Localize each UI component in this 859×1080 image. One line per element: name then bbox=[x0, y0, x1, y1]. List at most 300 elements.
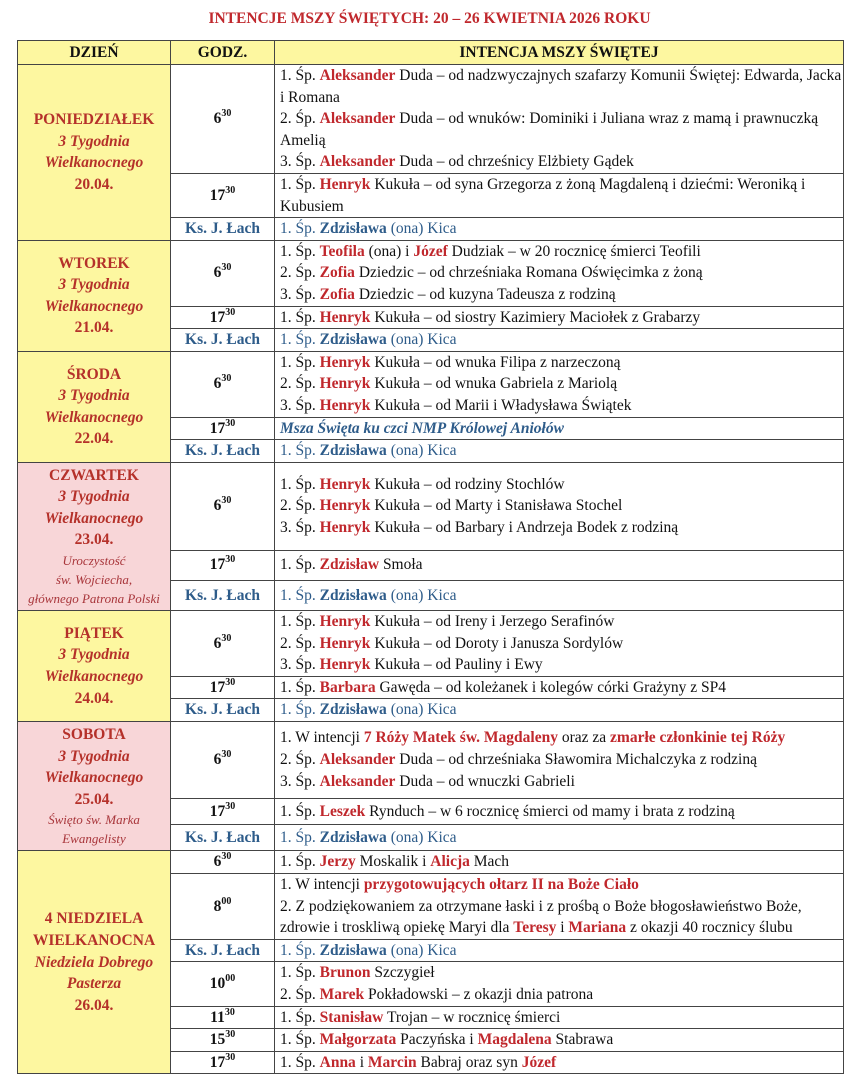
intention-cell bbox=[275, 962, 844, 1006]
time-hour: 10 bbox=[209, 975, 226, 993]
priest-cell: Ks. J. Łach bbox=[171, 825, 275, 851]
highlighted-name: Aleksander bbox=[319, 772, 396, 790]
intention-text: 3. Śp. bbox=[280, 153, 320, 171]
intention-text: 1. Śp. bbox=[280, 613, 320, 631]
intention-line bbox=[280, 151, 843, 173]
intention-cell bbox=[275, 462, 844, 550]
highlighted-name: 1. Śp. bbox=[280, 220, 320, 238]
highlighted-name: Barbara bbox=[319, 678, 376, 696]
highlighted-name: 7 Róży Matek św. Magdaleny bbox=[363, 729, 558, 747]
time-hour: 6 bbox=[213, 110, 222, 128]
highlighted-name: Zdzisława bbox=[319, 331, 387, 349]
highlighted-name: (ona) Kica bbox=[386, 220, 457, 238]
intention-text: 1. Śp. bbox=[280, 353, 320, 371]
time-hour: 17 bbox=[209, 678, 226, 696]
intention-text: Duda – od chrześniaka Sławomira Michalczyka z rodziną bbox=[395, 751, 757, 769]
liturgical-week: Wielkanocnego bbox=[44, 297, 144, 315]
highlighted-name: (ona) Kica bbox=[386, 701, 457, 719]
highlighted-name: Marek bbox=[319, 985, 365, 1003]
day-cell bbox=[18, 851, 171, 1074]
liturgical-week: 3 Tygodnia bbox=[58, 646, 130, 664]
intention-line bbox=[280, 1052, 843, 1074]
day-date: 24.04. bbox=[74, 689, 114, 707]
intention-cell bbox=[275, 440, 844, 463]
intention-cell bbox=[275, 65, 844, 174]
day-cell bbox=[18, 611, 171, 722]
highlighted-name: Henryk bbox=[319, 475, 371, 493]
day-cell bbox=[18, 462, 171, 610]
time-minute: 30 bbox=[225, 1051, 236, 1063]
time-cell bbox=[171, 962, 275, 1006]
highlighted-name: Henryk bbox=[319, 308, 371, 326]
time-cell bbox=[171, 1006, 275, 1029]
intention-text: 2. Śp. bbox=[280, 375, 320, 393]
intention-cell bbox=[275, 939, 844, 962]
highlighted-name: Zdzisława bbox=[319, 586, 387, 604]
intention-cell bbox=[275, 173, 844, 217]
intention-line bbox=[280, 611, 843, 633]
day-name: ŚRODA bbox=[66, 365, 122, 383]
intention-text: Dziedzic – od kuzyna Tadeusza z rodziną bbox=[354, 285, 616, 303]
day-name: PONIEDZIAŁEK bbox=[33, 111, 155, 129]
highlighted-name: Msza Święta ku czci NMP Królowej Aniołów bbox=[280, 419, 564, 437]
intention-line bbox=[280, 474, 843, 496]
liturgical-week: Wielkanocnego bbox=[44, 769, 144, 787]
intention-text: Szczygieł bbox=[370, 964, 435, 982]
intention-line bbox=[280, 329, 843, 351]
liturgical-week: 3 Tygodnia bbox=[58, 276, 130, 294]
intention-line bbox=[280, 218, 843, 240]
time-minute: 30 bbox=[225, 306, 236, 318]
time-hour: 17 bbox=[209, 308, 226, 326]
intention-text: Pokładowski – z okazji dnia patrona bbox=[364, 985, 594, 1003]
intention-text: Kukuła – od Marty i Stanisława Stochel bbox=[370, 497, 623, 515]
day-cell bbox=[18, 240, 171, 351]
time-minute: 30 bbox=[225, 184, 236, 196]
priest-cell: Ks. J. Łach bbox=[171, 580, 275, 610]
highlighted-name: Teofila bbox=[319, 242, 365, 260]
intention-cell bbox=[275, 417, 844, 440]
intention-text: Dudziak – w 20 rocznicę śmierci Teofili bbox=[447, 242, 701, 260]
intention-line bbox=[280, 699, 843, 721]
intention-text: oraz za bbox=[557, 729, 611, 747]
highlighted-name: Zdzisława bbox=[319, 828, 387, 846]
intention-text: z okazji 40 rocznicy ślubu bbox=[626, 919, 793, 937]
intention-text: 1. Śp. bbox=[280, 175, 320, 193]
highlighted-name: Anna bbox=[319, 1053, 356, 1071]
header-intention: INTENCJA MSZY ŚWIĘTEJ bbox=[275, 41, 844, 65]
header-day: DZIEŃ bbox=[18, 41, 171, 65]
intention-text: Duda – od wnuczki Gabrieli bbox=[395, 772, 575, 790]
highlighted-name: Henryk bbox=[319, 656, 371, 674]
intention-text: 1. W intencji bbox=[280, 876, 364, 893]
priest-cell: Ks. J. Łach bbox=[171, 329, 275, 352]
time-cell bbox=[171, 351, 275, 417]
intention-text: 1. Śp. bbox=[280, 1008, 320, 1026]
liturgical-week: Pasterza bbox=[66, 975, 122, 993]
table-row bbox=[18, 611, 844, 677]
intention-text: Gawęda – od koleżanek i kolegów córki Grażyny z SP4 bbox=[375, 678, 726, 696]
intention-cell bbox=[275, 825, 844, 851]
intention-line bbox=[280, 440, 843, 462]
intention-text: Paczyńska i bbox=[396, 1031, 478, 1049]
intention-text: 1. Śp. bbox=[280, 242, 320, 260]
intention-text: Kukuła – od Barbary i Andrzeja Bodek z rodziną bbox=[370, 518, 679, 536]
time-hour: 8 bbox=[213, 897, 222, 915]
intention-line bbox=[280, 1007, 843, 1029]
intention-line bbox=[280, 827, 843, 849]
priest-cell: Ks. J. Łach bbox=[171, 218, 275, 241]
intention-cell bbox=[275, 351, 844, 417]
intention-cell bbox=[275, 874, 844, 940]
intention-text: Babraj oraz syn bbox=[416, 1053, 522, 1071]
priest-cell: Ks. J. Łach bbox=[171, 699, 275, 722]
mass-intentions-table bbox=[17, 40, 844, 1074]
intention-text: Duda – od wnuków: Dominiki i Juliana wraz z mamą i prawnuczką Amelią bbox=[280, 110, 819, 149]
intention-cell bbox=[275, 306, 844, 329]
highlighted-name: Aleksander bbox=[319, 67, 396, 84]
highlighted-name: Henryk bbox=[319, 634, 371, 652]
highlighted-name: 1. Śp. bbox=[280, 331, 320, 349]
intention-text: Duda – od chrześnicy Elżbiety Gądek bbox=[395, 153, 634, 171]
highlighted-name: Jerzy bbox=[319, 853, 356, 871]
intention-line bbox=[280, 307, 843, 329]
intention-line bbox=[280, 517, 843, 539]
time-minute: 30 bbox=[221, 373, 232, 385]
intention-text: Kukuła – od wnuka Gabriela z Mariolą bbox=[370, 375, 618, 393]
time-hour: 6 bbox=[213, 751, 222, 769]
highlighted-name: (ona) Kica bbox=[386, 941, 457, 959]
intention-line bbox=[280, 962, 843, 984]
intention-text: Stabrawa bbox=[551, 1031, 614, 1049]
intention-text: 2. Śp. bbox=[280, 110, 320, 128]
intention-text: Kukuła – od Doroty i Janusza Sordylów bbox=[370, 634, 624, 652]
day-name: CZWARTEK bbox=[49, 466, 139, 484]
time-hour: 6 bbox=[213, 264, 222, 282]
intention-cell bbox=[275, 676, 844, 699]
intention-line bbox=[280, 352, 843, 374]
intention-cell bbox=[275, 1051, 844, 1074]
time-minute: 00 bbox=[221, 895, 232, 907]
highlighted-name: Henryk bbox=[319, 375, 371, 393]
time-cell bbox=[171, 1029, 275, 1052]
intention-text: 3. Śp. bbox=[280, 656, 320, 674]
highlighted-name: (ona) Kica bbox=[386, 828, 457, 846]
liturgical-week: Wielkanocnego bbox=[44, 509, 144, 527]
intention-text: 1. Śp. bbox=[280, 556, 320, 574]
intention-line bbox=[280, 654, 843, 676]
intention-line bbox=[280, 771, 843, 793]
liturgical-week: 3 Tygodnia bbox=[58, 747, 130, 765]
intention-line bbox=[280, 896, 843, 939]
intention-cell bbox=[275, 550, 844, 580]
time-cell bbox=[171, 550, 275, 580]
time-cell bbox=[171, 722, 275, 799]
liturgical-week: Wielkanocnego bbox=[44, 668, 144, 686]
time-minute: 30 bbox=[225, 554, 236, 566]
day-name: WTOREK bbox=[58, 254, 130, 272]
intention-line bbox=[280, 727, 843, 749]
highlighted-name: Brunon bbox=[319, 964, 371, 982]
intention-text: i bbox=[556, 919, 569, 937]
intention-line bbox=[280, 633, 843, 655]
highlighted-name: Józef bbox=[521, 1053, 557, 1071]
table-row bbox=[18, 240, 844, 306]
intention-text: 1. Śp. bbox=[280, 964, 320, 982]
day-date: 21.04. bbox=[74, 319, 114, 337]
intention-cell bbox=[275, 798, 844, 824]
highlighted-name: Marcin bbox=[367, 1053, 417, 1071]
intention-text: Kukuła – od Ireny i Jerzego Serafinów bbox=[370, 613, 615, 631]
time-cell bbox=[171, 798, 275, 824]
time-hour: 11 bbox=[210, 1008, 225, 1026]
day-date: 20.04. bbox=[74, 175, 114, 193]
intention-line bbox=[280, 801, 843, 823]
intention-text: (ona) i bbox=[364, 242, 414, 260]
time-cell bbox=[171, 306, 275, 329]
intention-cell bbox=[275, 722, 844, 799]
day-date: 25.04. bbox=[74, 790, 114, 808]
liturgical-week: Wielkanocnego bbox=[44, 154, 144, 172]
liturgical-week: 3 Tygodnia bbox=[58, 132, 130, 150]
intention-text: 1. Śp. bbox=[280, 678, 320, 696]
header-time: GODZ. bbox=[171, 41, 275, 65]
time-cell bbox=[171, 874, 275, 940]
intention-cell bbox=[275, 218, 844, 241]
intention-line bbox=[280, 749, 843, 771]
highlighted-name: Józef bbox=[413, 242, 448, 260]
highlighted-name: Magdalena bbox=[477, 1031, 552, 1049]
highlighted-name: Teresy bbox=[513, 919, 557, 937]
time-cell bbox=[171, 851, 275, 874]
intention-text: Dziedzic – od chrześniaka Romana Oświęcimka z żoną bbox=[354, 264, 703, 282]
day-cell bbox=[18, 65, 171, 241]
intention-text: Kukuła – od siostry Kazimiery Maciołek z Grabarzy bbox=[370, 308, 701, 326]
feast-note: św. Wojciecha, bbox=[55, 572, 133, 588]
intention-text: 3. Śp. bbox=[280, 396, 320, 414]
time-minute: 30 bbox=[225, 800, 236, 812]
highlighted-name: Henryk bbox=[319, 613, 371, 631]
highlighted-name: Henryk bbox=[319, 353, 371, 371]
highlighted-name: Zdzisława bbox=[319, 442, 387, 460]
table-row bbox=[18, 722, 844, 799]
intention-line bbox=[280, 984, 843, 1006]
intention-text: 1. Śp. bbox=[280, 802, 320, 820]
highlighted-name: Aleksander bbox=[319, 153, 396, 171]
time-cell bbox=[171, 240, 275, 306]
page-title: INTENCJE MSZY ŚWIĘTYCH: 20 – 26 KWIETNIA 2026 ROKU bbox=[208, 10, 651, 27]
day-date: 23.04. bbox=[74, 531, 114, 549]
time-minute: 30 bbox=[221, 262, 232, 274]
time-minute: 30 bbox=[221, 108, 232, 120]
highlighted-name: 1. Śp. bbox=[280, 701, 320, 719]
time-minute: 30 bbox=[224, 1006, 235, 1018]
time-hour: 17 bbox=[209, 802, 226, 820]
highlighted-name: Alicja bbox=[430, 853, 470, 871]
table-row bbox=[18, 351, 844, 417]
highlighted-name: Henryk bbox=[319, 175, 371, 193]
highlighted-name: Małgorzata bbox=[319, 1031, 397, 1049]
highlighted-name: (ona) Kica bbox=[386, 586, 457, 604]
intention-text: 1. Śp. bbox=[280, 308, 320, 326]
time-minute: 30 bbox=[221, 632, 232, 644]
intention-cell bbox=[275, 329, 844, 352]
time-hour: 17 bbox=[209, 419, 226, 437]
intention-line bbox=[280, 677, 843, 699]
intention-text: Kukuła – od syna Grzegorza z żoną Magdaleną i dziećmi: Weroniką i Kubusiem bbox=[280, 175, 806, 215]
intention-text: Kukuła – od rodziny Stochlów bbox=[370, 475, 565, 493]
day-date: 22.04. bbox=[74, 430, 114, 448]
highlighted-name: 1. Śp. bbox=[280, 586, 320, 604]
intention-text: 3. Śp. bbox=[280, 518, 320, 536]
time-hour: 15 bbox=[209, 1031, 226, 1049]
intention-text: 1. Śp. bbox=[280, 475, 320, 493]
time-cell bbox=[171, 1051, 275, 1074]
time-hour: 17 bbox=[209, 1053, 226, 1071]
table-row bbox=[18, 851, 844, 874]
highlighted-name: Henryk bbox=[319, 518, 371, 536]
intention-line bbox=[280, 241, 843, 263]
intention-line bbox=[280, 373, 843, 395]
highlighted-name: Stanisław bbox=[319, 1008, 384, 1026]
highlighted-name: (ona) Kica bbox=[386, 442, 457, 460]
liturgical-week: 3 Tygodnia bbox=[58, 488, 130, 506]
day-cell bbox=[18, 351, 171, 462]
time-minute: 30 bbox=[221, 749, 232, 761]
highlighted-name: Leszek bbox=[319, 802, 366, 820]
intention-text: 1. W intencji bbox=[280, 729, 364, 747]
time-minute: 30 bbox=[221, 495, 232, 507]
intention-text: 1. Śp. bbox=[280, 853, 320, 871]
intention-text: 1. Śp. bbox=[280, 1031, 320, 1049]
intention-text: i bbox=[355, 1053, 368, 1071]
intention-line bbox=[280, 874, 843, 896]
intention-text: 2. Z podziękowaniem za otrzymane łaski i z prośbą o Boże błogosławieństwo Boże, zdrowie i troskliwą opiekę Maryi dla bbox=[280, 897, 802, 937]
intention-text: 1. Śp. bbox=[280, 67, 320, 84]
time-minute: 30 bbox=[225, 1029, 236, 1041]
table-body bbox=[18, 65, 844, 1074]
time-hour: 6 bbox=[213, 497, 222, 515]
intention-text: Trojan – w rocznicę śmierci bbox=[383, 1008, 561, 1026]
time-minute: 30 bbox=[221, 851, 232, 863]
table-row bbox=[18, 65, 844, 174]
intention-line bbox=[280, 395, 843, 417]
day-name: PIĄTEK bbox=[64, 624, 124, 642]
highlighted-name: 1. Śp. bbox=[280, 828, 320, 846]
time-cell bbox=[171, 417, 275, 440]
intention-text: 2. Śp. bbox=[280, 497, 320, 515]
highlighted-name: 1. Śp. bbox=[280, 941, 320, 959]
highlighted-name: Aleksander bbox=[319, 751, 396, 769]
liturgical-week: Wielkanocnego bbox=[44, 408, 144, 426]
time-minute: 30 bbox=[225, 676, 236, 688]
intention-line bbox=[280, 65, 843, 108]
intention-line bbox=[280, 1029, 843, 1051]
highlighted-name: Henryk bbox=[319, 497, 371, 515]
intention-line bbox=[280, 418, 843, 440]
intention-line bbox=[280, 940, 843, 962]
liturgical-week: 3 Tygodnia bbox=[58, 387, 130, 405]
intention-line bbox=[280, 284, 843, 306]
highlighted-name: Zdzisława bbox=[319, 701, 387, 719]
time-hour: 17 bbox=[209, 186, 226, 204]
highlighted-name: Zdzisława bbox=[319, 220, 387, 238]
feast-note: Święto św. Marka bbox=[48, 812, 140, 828]
time-minute: 00 bbox=[225, 973, 236, 985]
intention-cell bbox=[275, 1029, 844, 1052]
day-cell bbox=[18, 722, 171, 851]
intention-text: 1. Śp. bbox=[280, 1053, 320, 1071]
intention-line bbox=[280, 851, 843, 873]
priest-cell: Ks. J. Łach bbox=[171, 939, 275, 962]
intention-text: Kukuła – od Pauliny i Ewy bbox=[370, 656, 543, 674]
feast-note: głównego Patrona Polski bbox=[28, 591, 160, 607]
highlighted-name: 1. Śp. bbox=[280, 442, 320, 460]
highlighted-name: Mariana bbox=[568, 919, 627, 937]
time-hour: 6 bbox=[213, 375, 222, 393]
intention-text: Rynduch – w 6 rocznicę śmierci od mamy i brata z rodziną bbox=[365, 802, 735, 820]
intention-text: Duda – od nadzwyczajnych szafarzy Komunii Świętej: Edwarda, Jacka i Romana bbox=[280, 67, 842, 106]
intention-cell bbox=[275, 580, 844, 610]
feast-note: Uroczystość bbox=[62, 553, 126, 569]
intention-line bbox=[280, 108, 843, 151]
intention-text: 2. Śp. bbox=[280, 751, 320, 769]
intention-text: 2. Śp. bbox=[280, 264, 320, 282]
highlighted-name: Henryk bbox=[319, 396, 371, 414]
highlighted-name: Zdzisław bbox=[319, 556, 380, 574]
intention-text: 2. Śp. bbox=[280, 634, 320, 652]
highlighted-name: Zdzisława bbox=[319, 941, 387, 959]
table-row bbox=[18, 462, 844, 550]
intention-text: 2. Śp. bbox=[280, 985, 320, 1003]
time-hour: 17 bbox=[209, 556, 226, 574]
intention-cell bbox=[275, 851, 844, 874]
intention-line bbox=[280, 495, 843, 517]
highlighted-name: zmarłe członkinie tej Róży bbox=[610, 729, 786, 747]
feast-note: Ewangelisty bbox=[62, 831, 126, 847]
time-cell bbox=[171, 676, 275, 699]
time-hour: 6 bbox=[213, 634, 222, 652]
time-cell bbox=[171, 65, 275, 174]
intention-text: Mach bbox=[469, 853, 510, 871]
time-cell bbox=[171, 173, 275, 217]
highlighted-name: przygotowujących ołtarz II na Boże Ciało bbox=[363, 876, 639, 893]
highlighted-name: Zofia bbox=[319, 285, 355, 303]
time-minute: 30 bbox=[225, 417, 236, 429]
intention-line bbox=[280, 174, 843, 217]
day-date: 26.04. bbox=[74, 996, 114, 1014]
highlighted-name: Aleksander bbox=[319, 110, 396, 128]
highlighted-name: (ona) Kica bbox=[386, 331, 457, 349]
intention-cell bbox=[275, 699, 844, 722]
table-header-row bbox=[18, 41, 844, 65]
priest-cell: Ks. J. Łach bbox=[171, 440, 275, 463]
intention-line bbox=[280, 554, 843, 576]
day-name: SOBOTA bbox=[62, 726, 126, 744]
time-cell bbox=[171, 611, 275, 677]
time-cell bbox=[171, 462, 275, 550]
intention-text: Kukuła – od wnuka Filipa z narzeczoną bbox=[370, 353, 621, 371]
highlighted-name: Zofia bbox=[319, 264, 355, 282]
intention-line bbox=[280, 585, 843, 607]
intention-text: 3. Śp. bbox=[280, 285, 320, 303]
intention-cell bbox=[275, 1006, 844, 1029]
intention-text: Smoła bbox=[379, 556, 423, 574]
intention-line bbox=[280, 262, 843, 284]
intention-text: Moskalik i bbox=[355, 853, 431, 871]
time-hour: 6 bbox=[213, 853, 222, 871]
intention-text: Kukuła – od Marii i Władysława Świątek bbox=[370, 396, 632, 414]
